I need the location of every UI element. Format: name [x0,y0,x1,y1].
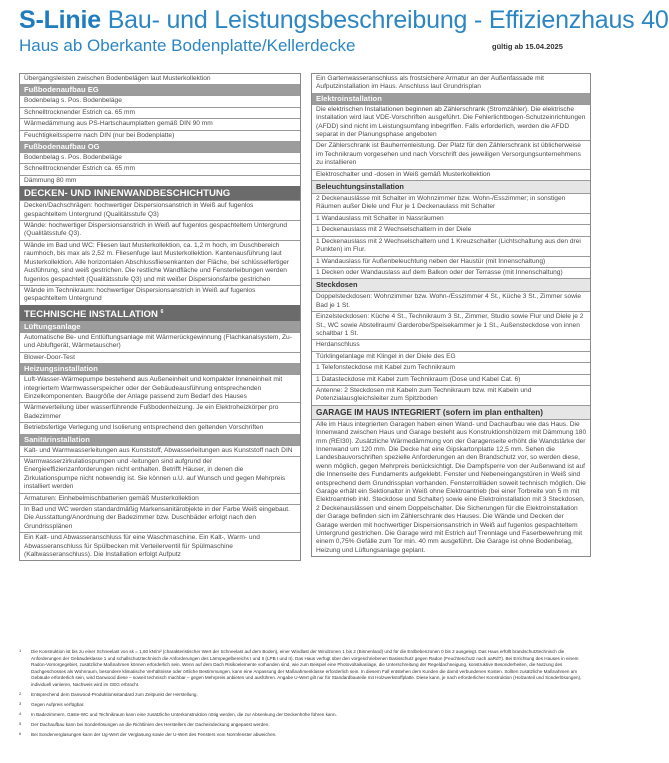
spec-text: 1 Wandauslass mit Schalter in Nassräumen [316,214,444,222]
footnote-ref: 6 [160,308,164,315]
footnote-number: 6 [19,730,22,736]
spec-text: Übergangsleisten zwischen Bodenbelägen laut Musterkollektion [24,75,211,82]
footnotes [19,649,584,742]
spec-row [312,140,590,168]
section-title: Fußbodenaufbau EG [24,85,99,95]
spec-text: Schnelltrocknender Estrich ca. 65 mm [24,108,136,116]
footnote-text: Gegen Aufpreis verfügbar. [31,701,85,707]
spec-text: Armaturen: Einhebelmischbatterien gemäß Musterkollektion [24,494,199,502]
footnote-number: 3 [19,700,22,706]
spec-text: Warmwasserzirkulatiospumpen und -leitungen sind aufgrund der Energieeffizienzanforderungen nicht enthalten. Betrifft Häuser, in denen die Zirkulationspumpe nicht notwendig ist. Sie können u.U. auf Wunsch und gegen Mehrpreis installiert werden [24,457,286,491]
footnote [19,692,584,699]
spec-row [20,175,300,186]
spec-text: 2 Deckenauslässe mit Schalter im Wohnzimmer bzw. Wohn-/Esszimmer; in sonstigen Räumen außer Diele und Flur je 1 Deckenaulass mit Schalter [316,195,566,211]
spec-text: Der Zählerschrank ist Bauherrenleistung. Der Platz für den Zählerschrank ist üblicherweise im Technikraum vorgesehen und nach Vorschrift des jeweiligen Versorgungsunternehmens zu installieren [316,142,581,167]
spec-row [20,74,300,84]
spec-text: Einzelsteckdosen: Küche 4 St., Technikraum 3 St., Zimmer, Studio sowie Flur und Diele je 2 St., WC sowie Abstellraum/ Garderobe/Speisekammer je 1 St., Außensteckdose von innen schaltbar 1 St. [316,313,584,337]
spec-row [20,95,300,106]
section-title: TECHNISCHE INSTALLATION [24,308,158,320]
spec-row [312,362,590,373]
section-header [20,141,300,152]
spec-text: Bodenbelag s. Pos. Bodenbeläge [24,97,122,105]
title-text: Bau- und Leistungsbeschreibung - Effizienzhaus 40 [107,6,669,34]
spec-text: Schnelltrocknender Estrich ca. 65 mm [24,165,136,173]
footnote [19,722,584,729]
spec-row [20,422,300,433]
section-header [20,321,300,332]
section-header [20,305,300,321]
spec-row [20,200,300,220]
spec-row [20,532,300,560]
spec-row [20,220,300,240]
document-title [19,6,669,35]
spec-text: Dämmung 80 mm [24,176,77,184]
spec-row [312,385,590,405]
spec-text: Decken/Dachschrägen: hochwertiger Dispersionsanstrich in Weiß auf fugenlos gespachteltem Untergrund (Qualitätsstufe Q3) [24,202,254,218]
spec-row [312,311,590,339]
spec-row [20,493,300,504]
spec-text: Blower-Door-Test [24,353,75,361]
spec-text: Ein Kalt- und Abwasseranschluss für eine Waschmaschine. Ein Kalt-, Warm- und Abwasseranschluss für Spülbecken mit Verteilerventil für Spülmaschine (Kaltwasseranschluss). Die Installation erfolgt Aufputz [24,534,260,559]
footnote [19,649,584,689]
spec-text: Wärmeverteilung über wasserführende Fußbodenheizung. Je ein Elektroheizkörper pro Badezimmer [24,404,279,420]
spec-text: Wände: hochwertiger Dispersionsanstrich in Weiß auf fugenlos gespachteltem Untergrund (Qualitätsstufe Q3). [24,222,288,238]
spec-text: 1 Deckenauslass mit 2 Wechselschaltern und 1 Kreuzschalter (Lichtschaltung aus den drei Punkten) im Flur. [316,237,581,254]
spec-text: Automatische Be- und Entlüftungsanlage mit Wärmerückgewinnung (Flachkanalsystem, Zu- und Abluftgerät, Wärmetauscher) [24,333,292,350]
section-header [20,84,300,95]
section-title: Beleuchtungsinstallation [316,182,404,192]
spec-row [312,74,590,93]
spec-text: Elektroschalter und -dosen in Weiß gemäß Musterkollektion [316,170,491,178]
spec-text: In Bad und WC werden standardmäßig Markensanitärobjekte in der Farbe Weiß eingebaut. Die Ausstattung/Anordnung der Badezimmer bzw. Duschbäder erfolgt nach den Grundrissplänen [24,506,290,530]
spec-text: 1 Wandauslass für Außenbeleuchtung neben der Haustür (mit Innenschaltung) [316,257,546,265]
spec-row [312,419,590,557]
spec-text: Ein Gartenwasseranschluss als frostsichere Armatur an der Außenfassade mit Aufputzinstallation im Haus. Anschluss laut Grundrisplan [316,75,544,91]
spec-row [20,402,300,422]
spec-row [20,130,300,141]
section-header [312,278,590,291]
spec-text: 1 Telefonsteckdose mit Kabel zum Technikraum [316,364,456,372]
section-title: Elektroinstallation [316,93,382,103]
spec-row [312,104,590,141]
spec-row [20,374,300,402]
spec-row [20,352,300,363]
spec-row [20,504,300,532]
spec-text: Wände im Technikraum: hochwertiger Dispersionsanstrich in Weiß auf fugenlos gespachteltem Untergrund [24,286,256,303]
spec-text: Wärmedämmung aus PS-Hartschaumplatten gemäß DIN 90 mm [24,120,213,128]
spec-text: Die elektrischen Installationen beginnen ab Zählerschrank (Stromzähler). Die elektrische Installation wird laut VDE-Vorschriften ausgeführt. Die Fehlerlichtbogen-Schutzeinrichtungen (AFDD) sind nicht im Leistungsumfang inbegriffen. Falls erforderlich, werden die AFDD separat in der Planungsphase angeboten [316,105,586,139]
spec-row [312,213,590,224]
section-title: Lüftungsanlage [24,321,81,331]
spec-row [312,374,590,385]
spec-row [312,193,590,213]
footnote [19,732,584,739]
section-title: GARAGE IM HAUS INTEGRIERT (sofern im plan enthalten) [316,407,543,417]
section-title: Fußbodenaufbau OG [24,142,100,152]
spec-row [20,107,300,118]
section-title: Steckdosen [316,280,358,290]
section-title: Heizungsinstallation [24,364,98,374]
spec-row [20,285,300,305]
section-header [312,405,590,419]
spec-text: Herdanschluss [316,341,360,349]
left-spec-table [19,73,301,561]
spec-text: Türklingelanlage mit Klingel in der Diele des EG [316,352,456,360]
spec-text: Bodenbelag s. Pos. Bodenbeläge [24,154,122,162]
spec-row [20,118,300,129]
section-header [20,363,300,374]
brand-name: S-Linie [19,6,101,34]
spec-row [312,169,590,180]
spec-row [312,291,590,311]
spec-row [312,224,590,235]
spec-row [20,240,300,285]
spec-row [20,332,300,352]
footnote-text: In Badezimmern, Gäste-WC und Technikraum kann eine zusätzliche Unterkonstruktion nötig werden, die zur Absenkung der Deckenhöhe führen kann. [31,711,337,717]
spec-row [312,256,590,267]
spec-row [20,152,300,163]
spec-row [20,445,300,456]
footnote [19,712,584,719]
spec-text: Doppelsteckdosen: Wohnzimmer bzw. Wohn-/Esszimmer 4 St., Küche 3 St., Zimmer sowie Bad je 1 St. [316,293,582,309]
footnote [19,702,584,709]
section-header [20,434,300,445]
footnote-number: 4 [19,710,22,716]
spec-row [312,236,590,256]
spec-text: 1 Deckenauslass mit 2 Wechselschaltern in der Diele [316,226,472,234]
footnote-text: Die Konstruktion ist bis zu einer Schneelast von sk = 1,60 kN/m² (charakteristischer Wert der Schneelast auf dem Boden), einer Windlast der Windzonen 1 bis 2 (Binnenland) und für die Erdbebenzonen 0 bis 2 ausgelegt. Das Haus erfüllt brandschutztechnisch die Anforderungen der Gebäudeklasse 1 und schallschutztechnisch die Anforderungen des Lärmpegelbereichs I und II (LPB I und II). Das Haus verfügt über den vorgeschriebenen Basisschutz gegen Radon (Feuchteschutz nach aaRdT). Bei Errichtung des Hauses in einem Radon-Vorsorgegebiet, zusätzliche Maßnahmen können erforderlich sein. Wenn auf dem Dach Risikoelemente vorhanden sind, wie zum Beispiel eine Photovoltaikanlage, die Unterschreitung der Regeldachneigung, konstruktive Besonderheiten, die Nutzung des Dachgeschosses als Wohnraum, besondere klimatische Verhältnisse oder örtliche Bestimmungen, kann eine Anpassung der Maßnahmenklasse erforderlich sein. In diesem Fall entstehen dem Kunden die damit verbundenen Kosten. Sollten zusätzliche Maßnahmen am Gebäude erforderlich sein, wird Danwood diese – soweit technisch machbar – gegen Mehrpreis anbieten und ausführen. Angabe U-Wert gilt nur für Standardbauteile mit Holzwerkstoffplatte. Diese kann, je nach erforderlicher Konstruktion (Holzanteil und Sonderlösungen), individuell variieren, Nachweis wird im GEG erbracht. [31,649,582,687]
spec-text: Alle im Haus integrierten Garagen haben einen Wand- und Dachaufbau wie das Haus. Die Innenwand zwischen Haus und Garage besteht aus Konstruktionshölzern mit Dämmung 180 mm (REI30). Zusätzliche Wärmedämmung von der Garagenseite erhöht die Wandstärke der Innenwand um 120 mm. Die Decke hat eine Gipskartonplatte 12,5 mm. Sehen die Landesbauvorschriften spezielle Anforderungen an den Brandschutz vor, so werden diese, wenn möglich, gegen Mehrpreis berücksichtigt. Die Dampfsperre von der Außenwand ist auf die Innenseite des Fundaments aufgeklebt. Fenster und Nebeneingangstüren in Weiß sind entsprechend dem Grundrissplan vorhanden. Fensterrollläden soweit technisch möglich. Die Garage erhält ein Sektionaltor in Weiß ohne Elektroantrieb (bei einer Torbreite von 5 m mit Elektroantrieb inkl. Steckdose und Schalter) sowie eine Elektroinstallation mit 3 Steckdosen, 2 Deckenauslässen und einem Doppelschalter. Die Sicherungen für die Elektroinstallation der Garage befinden sich im Zählerschrank des Hauses. Die Wände und Decken der Garage werden mit hochwertiger Dispersionsanstrich in Weiß auf fugenlos gespachteltem Untergrund gestrichen. Die Garage wird mit Estrich auf Trennlage und Faserbewehrung mit einem 0,75% Gefälle zum Tor min. 40 mm ausgeführt. Die Garage ist ohne Bodenbelag, Heizung und Lüftungsanlage geplant. [316,420,587,554]
footnote-number: 2 [19,690,22,696]
right-spec-table [311,73,591,557]
spec-text: Wände im Bad und WC: Fliesen laut Musterkollektion, ca. 1,2 m hoch, im Duschbereich raumhoch, bis max als 2,52 m. Fliesenfuge laut Musterkollektion. Kantenausführung laut Musterkollektion. Alle horizontalen Abschlussfliesenkanten der Fläche, bei schlüsselfertiger Ausführung, sind weiß gestrichen. Die restliche Wandfläche und Fensterleibungen werden fugenlos gespachtelt (Qualitätsstufe Q3) und mit weißer Dispersionsfarbe gestrichen [24,241,289,283]
section-title: DECKEN- UND INNENWANDBESCHICHTUNG [24,188,231,200]
footnote-number: 5 [19,720,22,726]
footnote-text: Entsprechend dem Danwood-Produktionsstandard zum Zeitpunkt der Herstellung. [31,691,198,697]
spec-text: Kalt- und Warmwasserleitungen aus Kunststoff, Abwasserleitungen aus Kunststoff nach DIN [24,446,293,454]
footnote-text: Der Dachaufbau kann bei Sonderlösungen an die Richtlinien des Herstellers der Dacheindeckung angepasst werden. [31,721,270,727]
section-header [312,180,590,193]
section-title: Sanitärinstallation [24,434,90,444]
spec-text: Feuchtigkeitssperre nach DIN (nur bei Bodenplatte) [24,131,175,139]
spec-text: Betriebsfertige Verlegung und Isolierung entsprechend den geltenden Vorschriften [24,424,264,432]
spec-row [312,267,590,278]
document-subtitle: Haus ab Oberkante Bodenplatte/Kellerdecke [19,36,356,55]
footnote-text: Bei Sonderverglasungen kann der Ug-Wert der Verglasung sowie der U-Wert des Fensters vom Normfenster abweichen. [31,731,277,737]
spec-row [20,456,300,493]
section-header [312,93,590,104]
spec-text: 1 Datasteckdose mit Kabel zum Technikraum (Dose und Kabel Cat. 6) [316,375,521,383]
valid-from-date: gültig ab 15.04.2025 [492,42,563,51]
spec-row [20,163,300,174]
spec-text: Antenne: 2 Steckdosen mit Kabeln zum Technikraum bzw. mit Kabeln und Potenzialausgleichsleiter zum Spitzboden [316,386,532,403]
spec-row [312,351,590,362]
footnote-number: 1 [19,648,22,653]
spec-text: 1 Decken oder Wandauslass auf dem Balkon oder der Terrasse (mit Innenschaltung) [316,268,563,276]
section-header [20,186,300,200]
spec-text: Luft-Wasser-Wärmepumpe bestehend aus Außeneinheit und kompakter Inneneinheit mit integriertem Warmwasserspeicher oder der Gebäudeausführung entsprechenden Einzelkomponenten. Baugröße der Anlage passend zum Bedarf des Hauses [24,376,283,400]
spec-row [312,339,590,350]
